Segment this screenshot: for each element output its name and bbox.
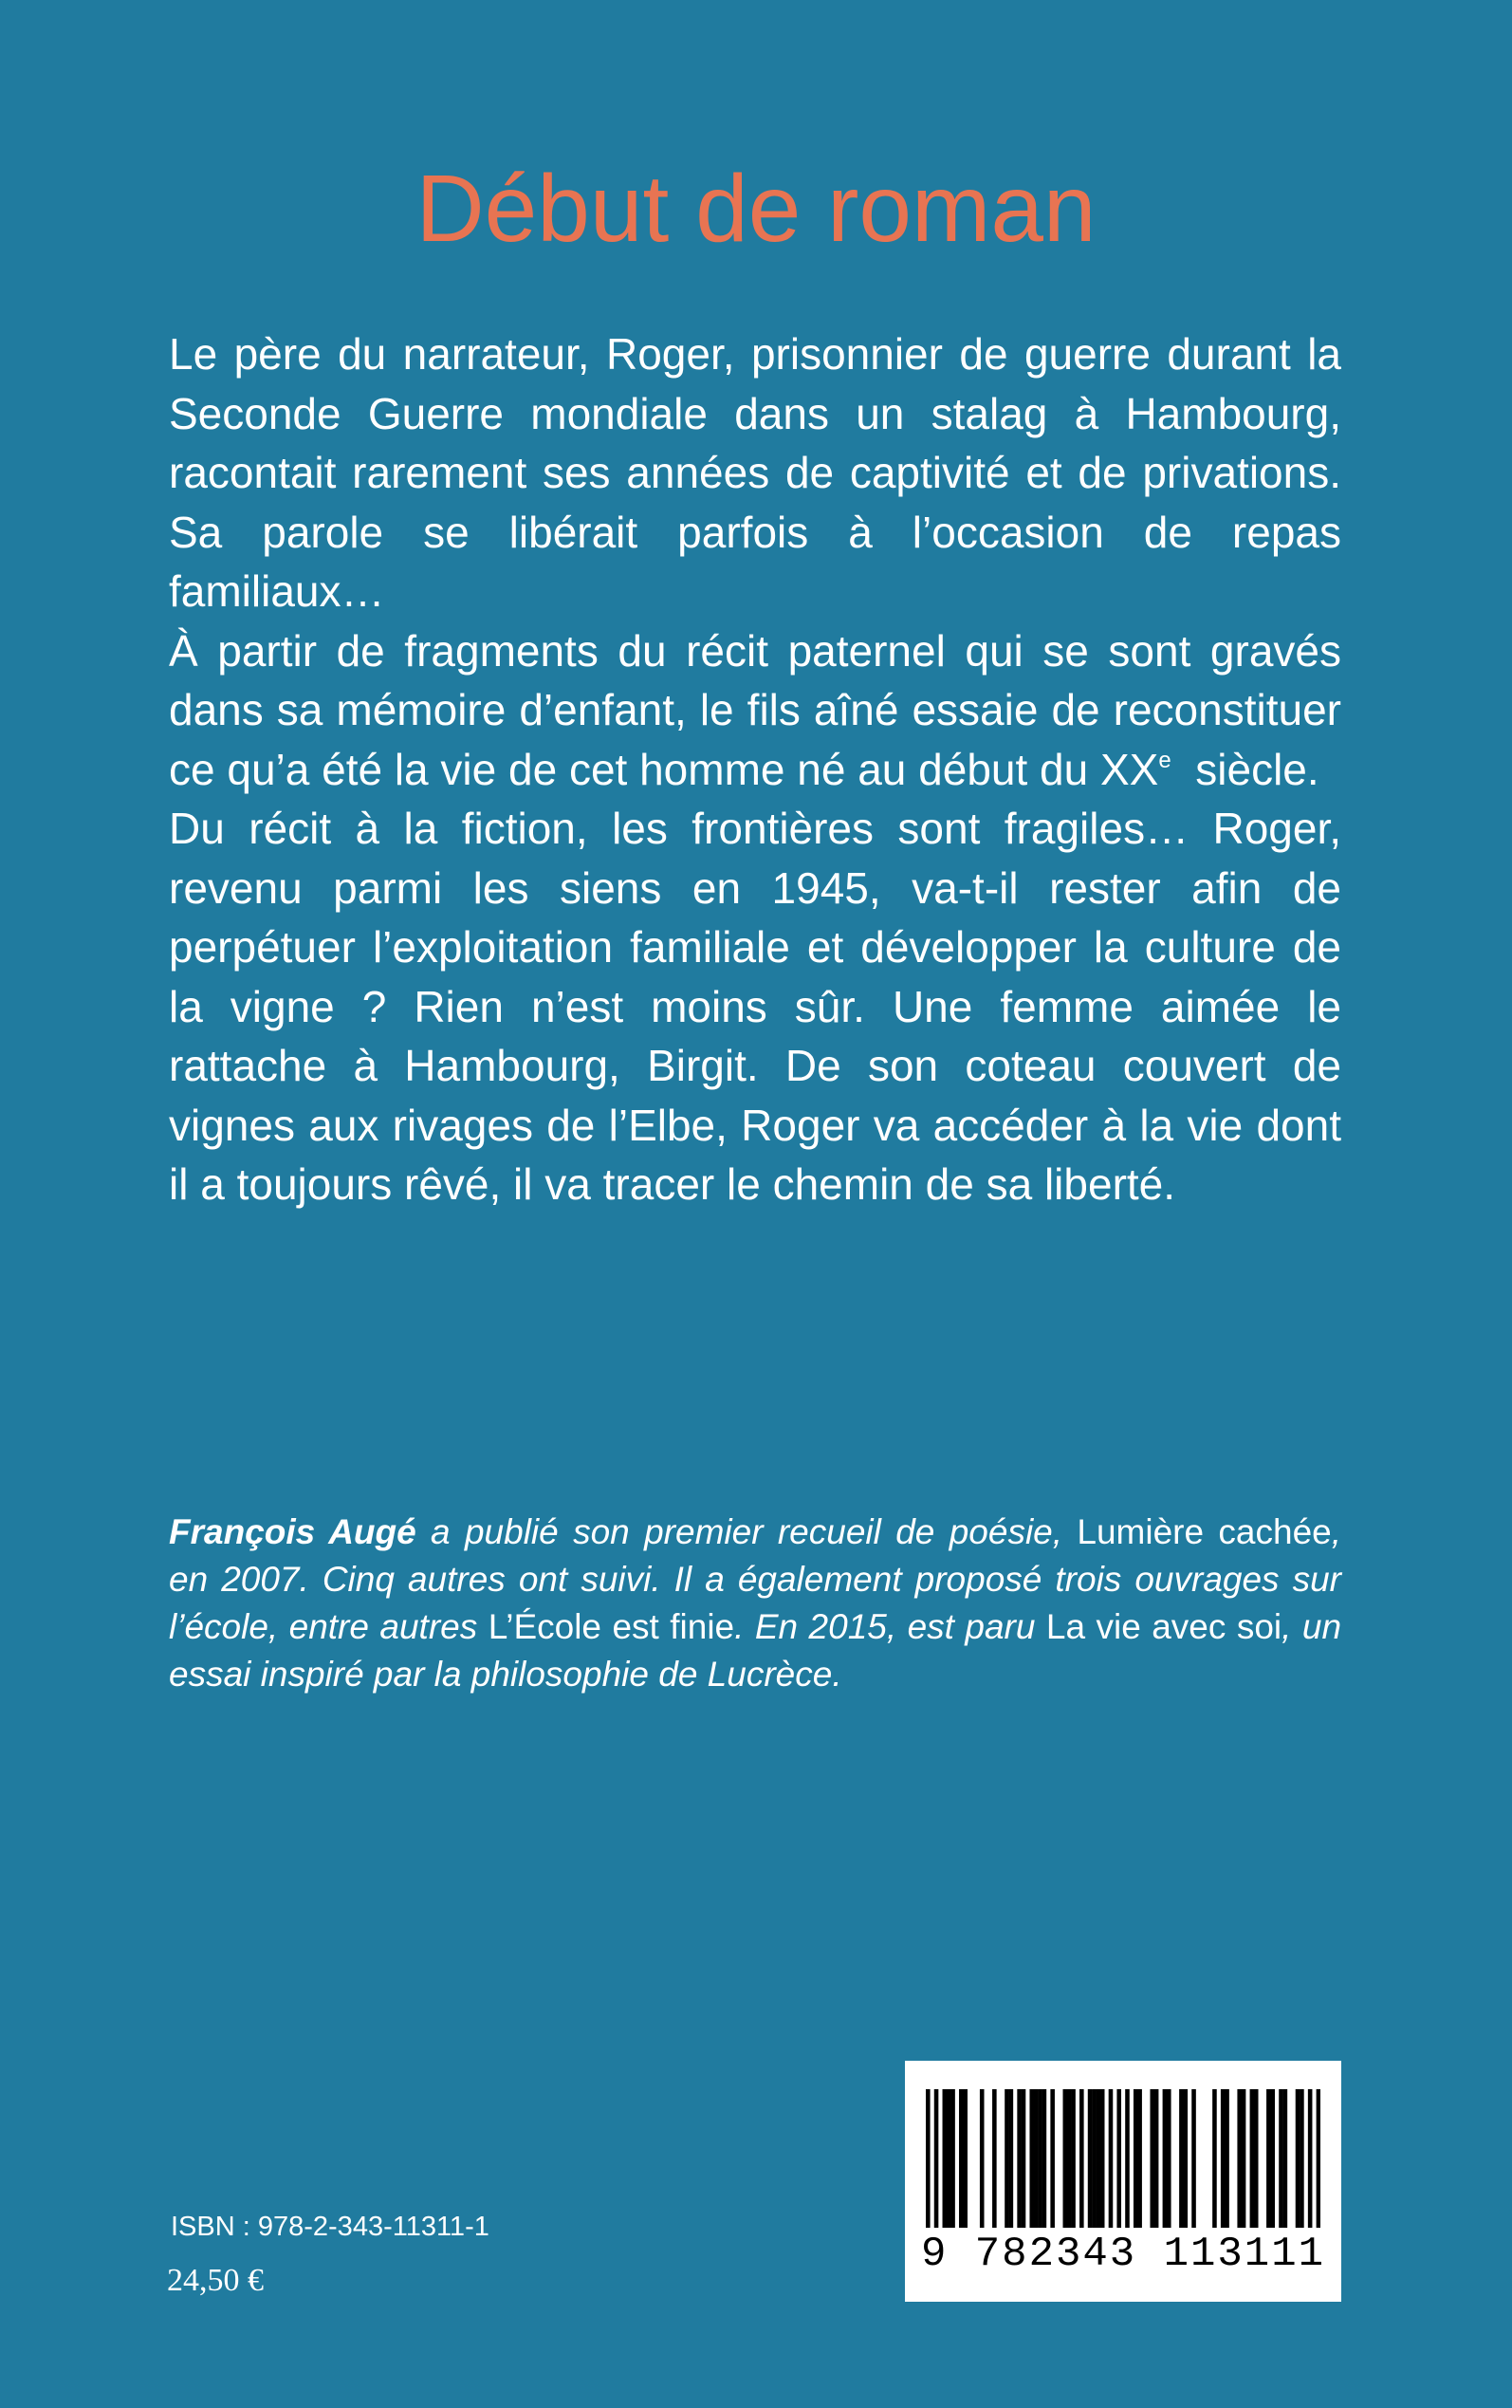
barcode-bar xyxy=(1134,2089,1138,2228)
barcode-bar xyxy=(1116,2089,1121,2228)
barcode xyxy=(905,2061,1341,2302)
barcode-bar xyxy=(1270,2089,1275,2228)
barcode-bar xyxy=(1154,2089,1159,2228)
synopsis-paragraph-2 xyxy=(169,621,1341,800)
barcode-bar xyxy=(1017,2089,1022,2228)
book-title: Début de roman xyxy=(415,156,1097,262)
barcode-bar xyxy=(950,2089,955,2228)
price-label: 24,50 € xyxy=(167,2263,264,2298)
barcode-bar xyxy=(934,2089,939,2228)
book-title-vie-avec-soi: La vie avec soi xyxy=(1045,1607,1282,1646)
barcode-bar xyxy=(1308,2089,1313,2228)
isbn-label: ISBN : 978-2-343-11311-1 xyxy=(171,2212,489,2242)
barcode-bar xyxy=(1225,2089,1229,2228)
barcode-bar xyxy=(1317,2089,1320,2228)
barcode-bar xyxy=(1063,2089,1068,2228)
barcode-bar xyxy=(1191,2089,1196,2228)
barcode-bar xyxy=(1300,2089,1304,2228)
barcode-bar xyxy=(1242,2089,1246,2228)
barcode-bar xyxy=(1042,2089,1047,2228)
barcode-bar xyxy=(1067,2089,1072,2228)
barcode-bar xyxy=(992,2089,997,2228)
barcode-bars xyxy=(926,2089,1320,2228)
barcode-bar xyxy=(963,2089,968,2228)
barcode-bar xyxy=(1283,2089,1288,2228)
barcode-bar xyxy=(1183,2089,1188,2228)
bio-text-1: a publié son premier recueil de poésie, xyxy=(415,1512,1078,1551)
barcode-bar xyxy=(1266,2089,1271,2228)
barcode-bar xyxy=(1022,2089,1026,2228)
barcode-bar xyxy=(1100,2089,1105,2228)
synopsis-paragraph-2-end: siècle. xyxy=(1171,744,1319,794)
barcode-bar xyxy=(1088,2089,1093,2228)
barcode-bar xyxy=(1009,2089,1014,2228)
bio-text-3: . En 2015, est paru xyxy=(734,1607,1046,1646)
synopsis-paragraph-2-text: À partir de fragments du récit paternel qui se sont gravés dans sa mémoire d’enfant, le fils aîné essaie de reconstituer ce qu’a été la vie de cet homme né au début du XX xyxy=(169,625,1341,794)
barcode-bar xyxy=(1163,2089,1168,2228)
barcode-bar xyxy=(1212,2089,1217,2228)
barcode-bar xyxy=(943,2089,948,2228)
barcode-bar xyxy=(1296,2089,1300,2228)
barcode-number: 9 782343 113111 xyxy=(920,2231,1326,2278)
barcode-bar xyxy=(1279,2089,1283,2228)
barcode-bar xyxy=(1125,2089,1130,2228)
author-bio xyxy=(169,1509,1341,1698)
barcode-bar xyxy=(1150,2089,1154,2228)
barcode-bar xyxy=(926,2089,931,2228)
barcode-bar xyxy=(1221,2089,1226,2228)
barcode-bar xyxy=(1237,2089,1242,2228)
barcode-bar xyxy=(947,2089,951,2228)
barcode-bar xyxy=(1038,2089,1042,2228)
barcode-bar xyxy=(959,2089,964,2228)
barcode-bar xyxy=(1250,2089,1255,2228)
barcode-bar xyxy=(1029,2089,1034,2228)
book-title-ecole-est-finie: L’École est finie xyxy=(488,1607,735,1646)
barcode-bar xyxy=(1179,2089,1184,2228)
barcode-bar xyxy=(1034,2089,1039,2228)
barcode-bar xyxy=(1079,2089,1084,2228)
synopsis xyxy=(169,324,1341,1214)
book-title-lumiere-cachee: Lumière cachée xyxy=(1077,1512,1332,1551)
barcode-bar xyxy=(1167,2089,1171,2228)
synopsis-paragraph-3: Du récit à la fiction, les frontières sont fragiles… Roger, revenu parmi les siens en 1945, va-t-il rester afin de perpétuer l’exploitation familiale et développer la culture de la vigne ? Rien n’est moins sûr. Une femme aimée le rattache à Hambourg, Birgit. De son coteau couvert de vignes aux rivages de l’Elbe, Roger va accéder à la vie dont il a toujours rêvé, il va tracer le chemin de sa liberté. xyxy=(169,804,1341,1209)
bio-text-2: , en 2007. Cinq autres ont suivi. Il a également proposé trois ouvrages sur l’école, entre autres xyxy=(169,1512,1342,1646)
barcode-bar xyxy=(1109,2089,1114,2228)
bio-text-4: , un essai inspiré par la philosophie de Lucrèce. xyxy=(169,1607,1342,1694)
synopsis-paragraph-1: Le père du narrateur, Roger, prisonnier de guerre durant la Seconde Guerre mondiale dans un stalag à Hambourg, racontait rarement ses années de captivité et de privations. Sa parole se libérait parfois à l’occasion de repas familiaux… xyxy=(169,329,1341,616)
barcode-bar xyxy=(1071,2089,1076,2228)
author-name: François Augé xyxy=(169,1512,416,1551)
barcode-bar xyxy=(1254,2089,1259,2228)
barcode-bar xyxy=(1092,2089,1097,2228)
barcode-bar xyxy=(980,2089,985,2228)
barcode-bar xyxy=(1050,2089,1055,2228)
century-superscript: e xyxy=(1158,747,1171,773)
barcode-bar xyxy=(1137,2089,1142,2228)
barcode-bar xyxy=(1097,2089,1101,2228)
barcode-bar xyxy=(1005,2089,1009,2228)
